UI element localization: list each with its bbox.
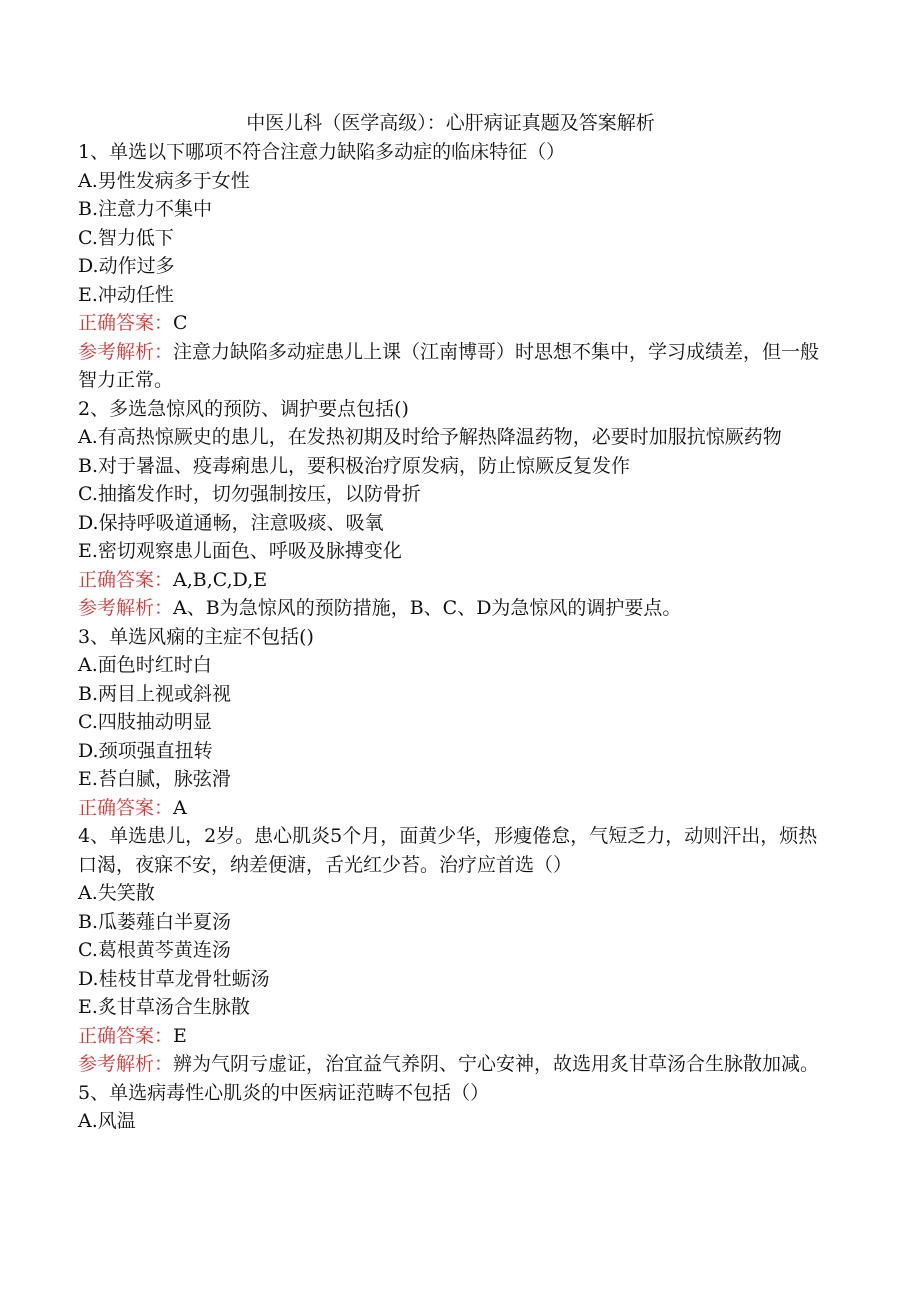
answer-row [78, 309, 823, 338]
option-a: A.面色时红时白 [78, 654, 212, 676]
option-d: D.桂枝甘草龙骨牡蛎汤 [78, 967, 270, 990]
answer-value: E [173, 1024, 187, 1047]
analysis-label: 参考解析： [78, 340, 174, 363]
answer-label: 正确答案： [78, 312, 174, 334]
option-c: C.抽搐发作时，切勿强制按压，以防骨折 [78, 483, 421, 505]
answer-value: C [173, 312, 188, 334]
answer-value: A [173, 796, 187, 819]
option-d: D.动作过多 [78, 255, 175, 277]
option-a: A.男性发病多于女性 [78, 169, 250, 192]
answer-label: 正确答案： [78, 1024, 174, 1047]
option-e: E.炙甘草汤合生脉散 [78, 996, 250, 1018]
option-c: C.智力低下 [78, 226, 174, 249]
option-b: B.注意力不集中 [78, 198, 213, 220]
analysis-text: 注意力缺陷多动症患儿上课（江南博哥）时思想不集中，学习成绩差，但一般智力正常。 [78, 340, 820, 391]
option-b: B.两目上视或斜视 [78, 682, 232, 705]
answer-row [78, 566, 823, 595]
question-2 [78, 395, 823, 623]
answer-value: A,B,C,D,E [173, 568, 268, 591]
analysis-row [78, 338, 823, 395]
analysis-label: 参考解析： [78, 1053, 174, 1075]
option-e: E.密切观察患儿面色、呼吸及脉搏变化 [78, 540, 402, 562]
option-d: D.颈项强直扭转 [78, 739, 213, 762]
answer-label: 正确答案： [78, 568, 174, 591]
answer-label: 正确答案： [78, 796, 174, 819]
analysis-row [78, 1050, 823, 1079]
document-title: 中医儿科（医学高级）：心肝病证真题及答案解析 [246, 112, 655, 134]
option-c: C.葛根黄芩黄连汤 [78, 939, 231, 961]
option-e: E.苔白腻，脉弦滑 [78, 768, 231, 790]
analysis-row [78, 594, 823, 623]
question-4 [78, 822, 823, 1079]
answer-row [78, 1022, 823, 1051]
analysis-text: 辨为气阴亏虚证，治宜益气养阴、宁心安神，故选用炙甘草汤合生脉散加减。 [173, 1053, 820, 1075]
option-b: B.对于暑温、疫毒痢患儿，要积极治疗原发病，防止惊厥反复发作 [78, 454, 631, 477]
option-a: A.有高热惊厥史的患儿，在发热初期及时给予解热降温药物，必要时加服抗惊厥药物 [78, 426, 782, 448]
analysis-text: A、B为急惊风的预防措施，B、C、D为急惊风的调护要点。 [173, 597, 682, 619]
option-a: A.风温 [78, 1110, 136, 1132]
question-stem: 4、单选患儿，2岁。患心肌炎5个月，面黄少华，形瘦倦怠，气短乏力，动则汗出，烦热口渴，夜寐不安，纳差便溏，舌光红少苔。治疗应首选（） [78, 825, 818, 876]
question-1 [78, 138, 823, 395]
answer-row [78, 794, 823, 823]
option-c: C.四肢抽动明显 [78, 711, 212, 733]
option-a: A.失笑散 [78, 882, 155, 904]
document-page [78, 108, 823, 1136]
option-d: D.保持呼吸道通畅，注意吸痰、吸氧 [78, 511, 384, 534]
question-stem: 2、多选急惊风的预防、调护要点包括() [78, 397, 409, 420]
question-3 [78, 623, 823, 823]
question-stem: 3、单选风痫的主症不包括() [78, 625, 314, 648]
question-stem: 1、单选以下哪项不符合注意力缺陷多动症的临床特征（） [78, 141, 566, 163]
question-stem: 5、单选病毒性心肌炎的中医病证范畴不包括（） [78, 1081, 490, 1104]
question-5 [78, 1079, 823, 1136]
analysis-label: 参考解析： [78, 597, 174, 619]
option-e: E.冲动任性 [78, 283, 174, 306]
option-b: B.瓜蒌薤白半夏汤 [78, 910, 232, 933]
